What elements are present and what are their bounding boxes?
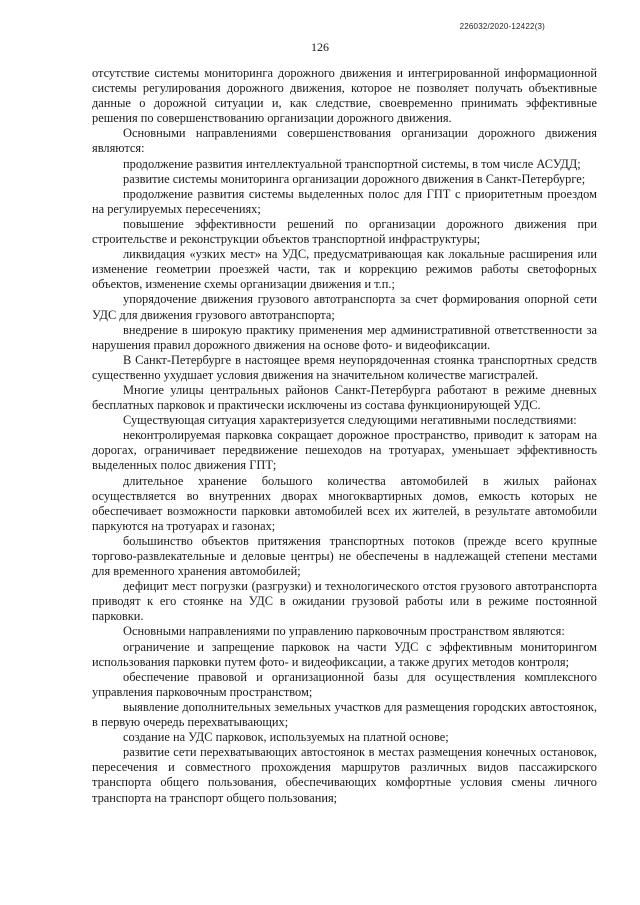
paragraph: продолжение развития системы выделенных полос для ГПТ с приоритетным проездом на регулируемых пересечениях; (92, 186, 597, 216)
paragraph: Многие улицы центральных районов Санкт-Петербурга работают в режиме дневных бесплатных парковок и практически исключены из состава функционирующей УДС. (92, 382, 597, 413)
paragraph: Основными направлениями по управлению парковочным пространством являются: (123, 624, 565, 639)
paragraph: создание на УДС парковок, используемых на платной основе; (123, 730, 449, 745)
paragraph: повышение эффективности решений по организации дорожного движения при строительстве и реконструкции объектов транспортной инфраструктуры; (92, 216, 597, 247)
paragraph: выявление дополнительных земельных участков для размещения городских автостоянок, в первую очередь перехватывающих; (92, 699, 597, 730)
paragraph: ликвидация «узких мест» на УДС, предусматривающая как локальные расширения или изменение геометрии проезжей части, так и коррекцию режимов работы светофорных объектов, изменение схемы организации движения и т.п.; (92, 247, 597, 292)
paragraph: длительное хранение большого количества автомобилей в жилых районах осуществляется во внутренних дворах многоквартирных домов, емкость которых не обеспечивает возможности парковки автомобилей всех их жителей, в результате автомобили паркуются на тротуарах и газонах; (92, 473, 597, 533)
page-number: 126 (311, 40, 329, 54)
paragraph: продолжение развития интеллектуальной транспортной системы, в том числе АСУДД; (123, 156, 581, 171)
document-body (92, 66, 597, 806)
paragraph: упорядочение движения грузового автотранспорта за счет формирования опорной сети УДС для движения грузового автотранспорта; (92, 292, 597, 322)
paragraph: неконтролируемая парковка сокращает дорожное пространство, приводит к заторам на дорогах, ограничивает передвижение пешеходов на тротуарах, уменьшает эффективность выделенных полос движения ГПТ; (92, 428, 597, 473)
paragraph: обеспечение правовой и организационной базы для осуществления комплексного управления парковочным пространством; (92, 669, 597, 699)
paragraph: большинство объектов притяжения транспортных потоков (прежде всего крупные торгово-развлекательные и деловые центры) не обеспечены в надлежащей степени местами для временного хранения автомобилей; (92, 533, 597, 579)
paragraph: дефицит мест погрузки (разгрузки) и технологического отстоя грузового автотранспорта приводят к его стоянке на УДС в ожидании грузовой работы или в режиме постоянной парковки. (92, 579, 597, 624)
paragraph: Существующая ситуация характеризуется следующими негативными последствиями: (123, 413, 577, 428)
paragraph: ограничение и запрещение парковок на части УДС с эффективным мониторингом использования парковки путем фото- и видеофиксации, а также других методов контроля; (92, 639, 597, 669)
paragraph: внедрение в широкую практику применения мер административной ответственности за нарушения правил дорожного движения на основе фото- и видеофиксации. (92, 322, 597, 352)
paragraph: В Санкт-Петербурге в настоящее время неупорядоченная стоянка транспортных средств существенно ухудшает условия движения на значительном количестве магистралей. (92, 352, 597, 382)
paragraph: развитие сети перехватывающих автостоянок в местах размещения конечных остановок, пересечения и совместного прохождения маршрутов различных видов пассажирского транспорта общего пользования, обеспечивающих комфортные условия смены личного транспорта на транспорт общего пользования; (92, 745, 597, 805)
paragraph: Основными направлениями совершенствования организации дорожного движения являются: (92, 126, 597, 156)
paragraph: отсутствие системы мониторинга дорожного движения и интегрированной информационной системы регулирования дорожного движения, которое не позволяет получать объективные данные о дорожной ситуации и, как следствие, своевременно принимать эффективные решения по совершенствованию организации дорожного движения. (92, 66, 597, 126)
paragraph: развитие системы мониторинга организации дорожного движения в Санкт-Петербурге; (123, 171, 586, 186)
document-id: 226032/2020-12422(3) (459, 22, 545, 31)
